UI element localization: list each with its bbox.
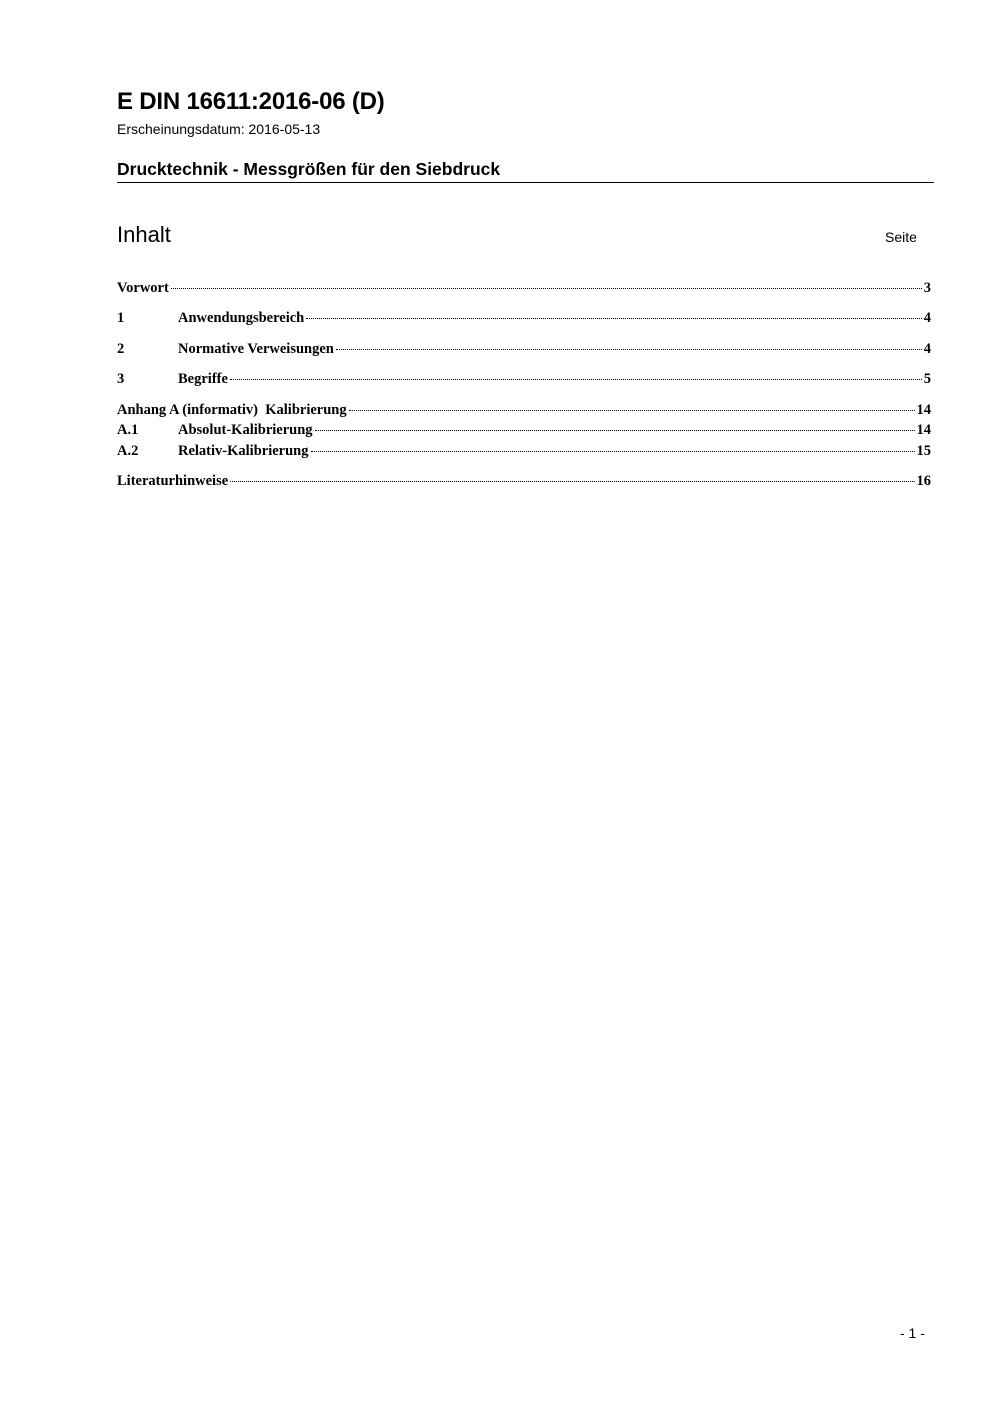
toc-entry-text: Anhang A (informativ) Kalibrierung xyxy=(117,402,347,418)
toc-entry-page: 5 xyxy=(923,371,931,387)
document-title: E DIN 16611:2016-06 (D) xyxy=(117,88,385,115)
toc-entry-number: A.1 xyxy=(117,422,139,438)
toc-entry-text: Relativ-Kalibrierung xyxy=(178,443,309,459)
toc-entry-anhang-a[interactable] xyxy=(117,402,931,422)
toc-entry-page: 16 xyxy=(916,473,931,489)
toc-entry-normative-verweisungen[interactable] xyxy=(117,341,931,361)
toc-dot-leader xyxy=(349,410,915,411)
toc-dot-leader xyxy=(315,430,915,431)
toc-entry-text: Begriffe xyxy=(178,371,228,387)
toc-entry-number: A.2 xyxy=(117,443,139,459)
toc-dot-leader xyxy=(230,481,914,482)
toc-entry-page: 4 xyxy=(923,310,931,326)
toc-entry-page: 3 xyxy=(923,280,931,296)
toc-entry-page: 14 xyxy=(916,422,931,438)
toc-entry-text: Normative Verweisungen xyxy=(178,341,334,357)
toc-dot-leader xyxy=(306,318,922,319)
toc-entry-begriffe[interactable] xyxy=(117,371,931,391)
toc-entry-text: Anwendungsbereich xyxy=(178,310,305,326)
toc-entry-absolut-kalibrierung[interactable] xyxy=(117,422,931,442)
toc-entry-page: 14 xyxy=(916,402,931,418)
toc-entry-page: 15 xyxy=(916,443,931,459)
toc-heading: Inhalt xyxy=(117,222,171,247)
toc-entry-text: Vorwort xyxy=(117,280,169,296)
toc-entry-literaturhinweise[interactable] xyxy=(117,473,931,493)
toc-entry-text: Literaturhinweise xyxy=(117,473,229,489)
toc-entry-text: Absolut-Kalibrierung xyxy=(178,422,313,438)
toc-dot-leader xyxy=(171,288,922,289)
toc-entry-number: 1 xyxy=(117,310,125,326)
document-subtitle: Drucktechnik - Messgrößen für den Siebdruck xyxy=(117,159,501,179)
toc-page-column-label: Seite xyxy=(885,229,917,245)
toc-dot-leader xyxy=(336,349,922,350)
toc-entry-number: 2 xyxy=(117,341,125,357)
toc-dot-leader xyxy=(311,451,915,452)
page-number: - 1 - xyxy=(900,1325,925,1341)
toc-entry-page: 4 xyxy=(923,341,931,357)
publication-date: Erscheinungsdatum: 2016-05-13 xyxy=(117,121,321,137)
toc-dot-leader xyxy=(230,379,922,380)
toc-entry-relativ-kalibrierung[interactable] xyxy=(117,443,931,463)
toc-entry-anwendungsbereich[interactable] xyxy=(117,310,931,330)
header-divider xyxy=(117,182,934,183)
toc-entry-number: 3 xyxy=(117,371,125,387)
toc-entry-vorwort[interactable] xyxy=(117,280,931,300)
